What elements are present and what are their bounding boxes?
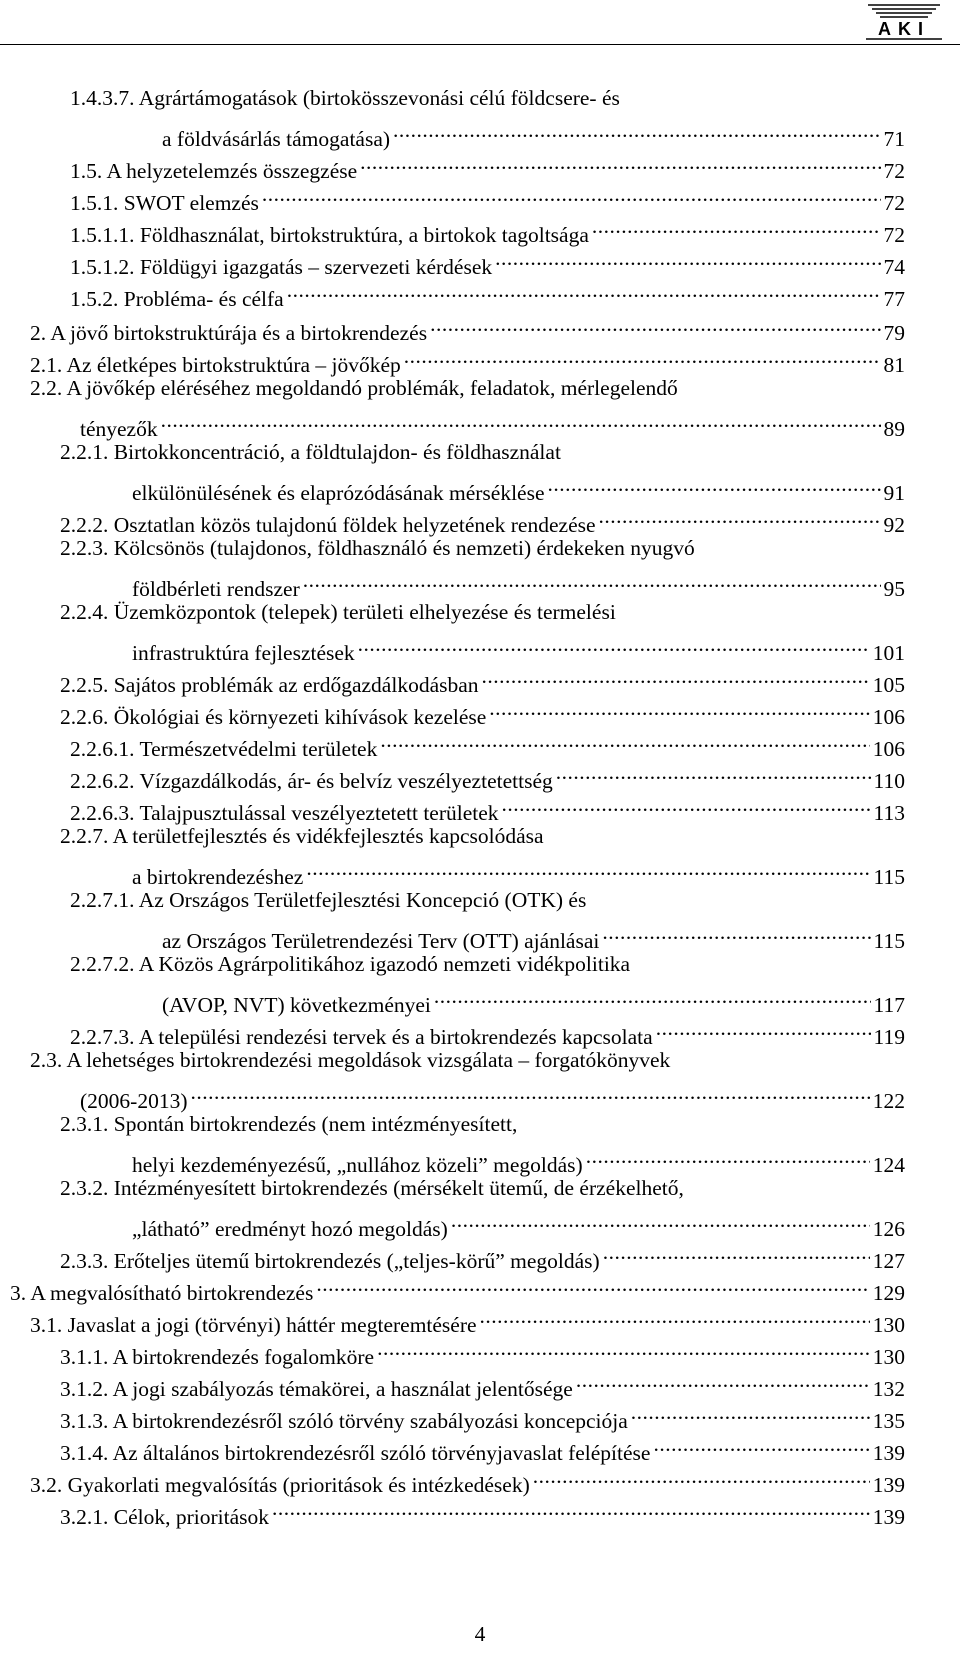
toc-entry-title-line: 3. A megvalósítható birtokrendezés [10, 1281, 314, 1305]
toc-entry[interactable] [0, 756, 905, 793]
toc-entry[interactable] [0, 1460, 905, 1497]
dot-leader [556, 756, 871, 788]
toc-entry-title-line: 1.5.1. SWOT elemzés [70, 191, 259, 215]
toc-entry-page-number: 77 [883, 287, 905, 311]
toc-entry[interactable] [0, 1492, 905, 1529]
toc-entry[interactable] [0, 1012, 905, 1049]
toc-entry-page-number: 126 [872, 1217, 905, 1241]
toc-entry-title-line: 2.3.3. Erőteljes ütemű birtokrendezés („teljes-körű” megoldás) [60, 1249, 600, 1273]
toc-entry-page-number: 106 [872, 705, 905, 729]
toc-entry[interactable] [0, 1236, 905, 1273]
toc-entry-page-number: 110 [873, 769, 905, 793]
toc-entry[interactable] [0, 1044, 905, 1113]
toc-entry[interactable] [0, 1172, 905, 1241]
toc-entry-title-line: 2.2.6.3. Talajpusztulással veszélyeztetett területek [70, 801, 499, 825]
toc-entry[interactable] [0, 788, 905, 825]
dot-leader [360, 146, 880, 178]
toc-entry[interactable] [0, 340, 905, 377]
toc-entry-page-number: 101 [872, 641, 905, 665]
toc-entry-title-line: földbérleti rendszer [132, 577, 300, 601]
toc-entry-title-line: a földvásárlás támogatása) [162, 127, 391, 151]
toc-entry-title-line: „látható” eredményt hozó megoldás) [132, 1217, 448, 1241]
dot-leader [393, 114, 880, 146]
toc-entry-page-number: 139 [872, 1505, 905, 1529]
dot-leader [404, 340, 881, 372]
toc-entry-page-number: 105 [872, 673, 905, 697]
toc-entry[interactable] [0, 274, 905, 311]
toc-entry-title-line: 2.2.6. Ökológiai és környezeti kihívások kezelése [60, 705, 487, 729]
toc-entry[interactable] [0, 1268, 905, 1305]
toc-entry-title-line: 2.3.2. Intézményesített birtokrendezés (mérsékelt ütemű, de érzékelhető, [60, 1176, 684, 1200]
page-number: 4 [474, 1622, 486, 1646]
toc-entry-page-number: 115 [873, 929, 905, 953]
dot-leader [358, 628, 870, 660]
toc-entry-page-number: 117 [873, 993, 905, 1017]
toc-entry-title-line: 2.3.1. Spontán birtokrendezés (nem intézményesített, [60, 1112, 518, 1136]
toc-entry-title-line: 2.2.3. Kölcsönös (tulajdonos, földhasználó és nemzeti) érdekeken nyugvó [60, 536, 695, 560]
toc-entry[interactable] [0, 242, 905, 279]
dot-leader [602, 916, 870, 948]
toc-entry-page-number: 130 [872, 1345, 905, 1369]
toc-entry-title-line: 2.3. A lehetséges birtokrendezési megoldások vizsgálata – forgatókönyvek [30, 1048, 671, 1072]
dot-leader [586, 1140, 870, 1172]
toc-entry-title-line: 3.2. Gyakorlati megvalósítás (prioritások és intézkedések) [30, 1473, 530, 1497]
toc-entry-page-number: 127 [872, 1249, 905, 1273]
toc-entry[interactable] [0, 308, 905, 345]
toc-entry[interactable] [0, 1396, 905, 1433]
toc-entry-page-number: 95 [883, 577, 905, 601]
dot-leader [430, 308, 880, 340]
toc-entry[interactable] [0, 1108, 905, 1177]
toc-entry-page-number: 119 [873, 1025, 905, 1049]
toc-entry-title-line: 1.5.1.2. Földügyi igazgatás – szervezeti kérdések [70, 255, 493, 279]
toc-entry[interactable] [0, 146, 905, 183]
toc-entry-title-line: infrastruktúra fejlesztések [132, 641, 355, 665]
dot-leader [656, 1012, 871, 1044]
toc-entry-title-line: az Országos Területrendezési Terv (OTT) ajánlásai [162, 929, 600, 953]
toc-entry-title-line: 1.4.3.7. Agrártámogatások (birtokösszevonási célú földcsere- és [70, 86, 620, 110]
logo-text: AKI [878, 19, 930, 39]
toc-entry[interactable] [0, 372, 905, 441]
dot-leader [380, 724, 869, 756]
toc-entry-title-line: 2.2.7.3. A települési rendezési tervek és a birtokrendezés kapcsolata [70, 1025, 653, 1049]
toc-entry[interactable] [0, 820, 905, 889]
toc-entry-page-number: 71 [883, 127, 905, 151]
toc-entry[interactable] [0, 436, 905, 505]
toc-entry-page-number: 79 [883, 321, 905, 345]
toc-entry-title-line: 2.2.2. Osztatlan közös tulajdonú földek helyzetének rendezése [60, 513, 596, 537]
toc-entry-page-number: 135 [872, 1409, 905, 1433]
toc-entry-page-number: 106 [872, 737, 905, 761]
toc-entry-page-number: 122 [872, 1089, 905, 1113]
toc-entry[interactable] [0, 660, 905, 697]
toc-entry[interactable] [0, 1428, 905, 1465]
dot-leader [161, 404, 881, 436]
toc-entry[interactable] [0, 178, 905, 215]
toc-entry-title-line: helyi kezdeményezésű, „nullához közeli” megoldás) [132, 1153, 583, 1177]
dot-leader [287, 274, 881, 306]
toc-entry-title-line: 2.2.5. Sajátos problémák az erdőgazdálkodásban [60, 673, 479, 697]
dot-leader [306, 852, 870, 884]
toc-entry-page-number: 124 [872, 1153, 905, 1177]
toc-entry[interactable] [0, 500, 905, 537]
toc-entry-title-line: 3.1.2. A jogi szabályozás témakörei, a használat jelentősége [60, 1377, 573, 1401]
toc-entry-title-line: 3.1.1. A birtokrendezés fogalomköre [60, 1345, 375, 1369]
toc-entry-title-line: 1.5. A helyzetelemzés összegzése [70, 159, 358, 183]
toc-entry-title-line: 3.1.3. A birtokrendezésről szóló törvény szabályozási koncepciója [60, 1409, 628, 1433]
toc-entry[interactable] [0, 210, 905, 247]
dot-leader [576, 1364, 870, 1396]
toc-entry-title-line: 2.2.6.2. Vízgazdálkodás, ár- és belvíz veszélyeztetettség [70, 769, 553, 793]
toc-entry-title-line: a birtokrendezéshez [132, 865, 304, 889]
dot-leader [548, 468, 881, 500]
dot-leader [272, 1492, 870, 1524]
toc-entry[interactable] [0, 724, 905, 761]
dot-leader [377, 1332, 870, 1364]
toc-entry[interactable] [0, 596, 905, 665]
toc-entry-page-number: 129 [872, 1281, 905, 1305]
toc-entry-title-line: 2.2.7. A területfejlesztés és vidékfejlesztés kapcsolódása [60, 824, 544, 848]
toc-entry[interactable] [0, 1332, 905, 1369]
toc-entry-title-line: (2006-2013) [80, 1089, 188, 1113]
toc-entry-title-line: tényezők [80, 417, 158, 441]
toc-entry[interactable] [0, 948, 905, 1017]
toc-entry-title-line: 2.1. Az életképes birtokstruktúra – jövőkép [30, 353, 401, 377]
dot-leader [262, 178, 881, 210]
toc-entry-title-line: 2.2.1. Birtokkoncentráció, a földtulajdon- és földhasználat [60, 440, 561, 464]
dot-leader [592, 210, 881, 242]
toc-entry[interactable] [0, 692, 905, 729]
dot-leader [502, 788, 871, 820]
toc-entry-title-line: 2.2.7.1. Az Országos Területfejlesztési Koncepció (OTK) és [70, 888, 587, 912]
toc-entry[interactable] [0, 532, 905, 601]
dot-leader [480, 1300, 870, 1332]
toc-entry-page-number: 132 [872, 1377, 905, 1401]
toc-entry-page-number: 72 [883, 191, 905, 215]
dot-leader [631, 1396, 870, 1428]
toc-entry-page-number: 113 [873, 801, 905, 825]
toc-entry-page-number: 92 [883, 513, 905, 537]
dot-leader [303, 564, 881, 596]
dot-leader [495, 242, 880, 274]
toc-entry-page-number: 89 [883, 417, 905, 441]
toc-entry-page-number: 91 [883, 481, 905, 505]
toc-entry-title-line: 2.2.7.2. A Közös Agrárpolitikához igazodó nemzeti vidékpolitika [70, 952, 631, 976]
dot-leader [482, 660, 870, 692]
toc-entry-title-line: 2. A jövő birtokstruktúrája és a birtokrendezés [30, 321, 428, 345]
dot-leader [653, 1428, 869, 1460]
toc-entry-title-line: 3.1.4. Az általános birtokrendezésről szóló törvényjavaslat felépítése [60, 1441, 651, 1465]
toc-entry-title-line: 2.2. A jövőkép eléréséhez megoldandó problémák, feladatok, mérlegelendő [30, 376, 678, 400]
dot-leader [316, 1268, 869, 1300]
dot-leader [489, 692, 869, 724]
dot-leader [434, 980, 871, 1012]
dot-leader [190, 1076, 869, 1108]
toc-entry-title-line: 3.2.1. Célok, prioritások [60, 1505, 270, 1529]
toc-entry-title-line: 3.1. Javaslat a jogi (törvényi) háttér megteremtésére [30, 1313, 477, 1337]
toc-entry-page-number: 130 [872, 1313, 905, 1337]
toc-entry-page-number: 72 [883, 159, 905, 183]
toc-entry-page-number: 81 [883, 353, 905, 377]
toc-entry-page-number: 115 [873, 865, 905, 889]
toc-entry-page-number: 139 [872, 1441, 905, 1465]
toc-entry-title-line: 2.2.4. Üzemközpontok (telepek) területi elhelyezése és termelési [60, 600, 616, 624]
dot-leader [599, 500, 881, 532]
toc-entry-title-line: elkülönülésének és elaprózódásának mérséklése [132, 481, 545, 505]
toc-entry-page-number: 74 [883, 255, 905, 279]
dot-leader [451, 1204, 870, 1236]
dot-leader [533, 1460, 870, 1492]
toc-entry-page-number: 72 [883, 223, 905, 247]
toc-entry[interactable] [0, 1300, 905, 1337]
toc-entry-title-line: 1.5.2. Probléma- és célfa [70, 287, 284, 311]
toc-entry[interactable] [0, 82, 905, 151]
dot-leader [603, 1236, 870, 1268]
toc-entry[interactable] [0, 1364, 905, 1401]
toc-entry-title-line: 1.5.1.1. Földhasználat, birtokstruktúra, a birtokok tagoltsága [70, 223, 589, 247]
toc-entry[interactable] [0, 884, 905, 953]
toc-entry-title-line: (AVOP, NVT) következményei [162, 993, 431, 1017]
toc-entry-page-number: 139 [872, 1473, 905, 1497]
toc-entry-title-line: 2.2.6.1. Természetvédelmi területek [70, 737, 378, 761]
